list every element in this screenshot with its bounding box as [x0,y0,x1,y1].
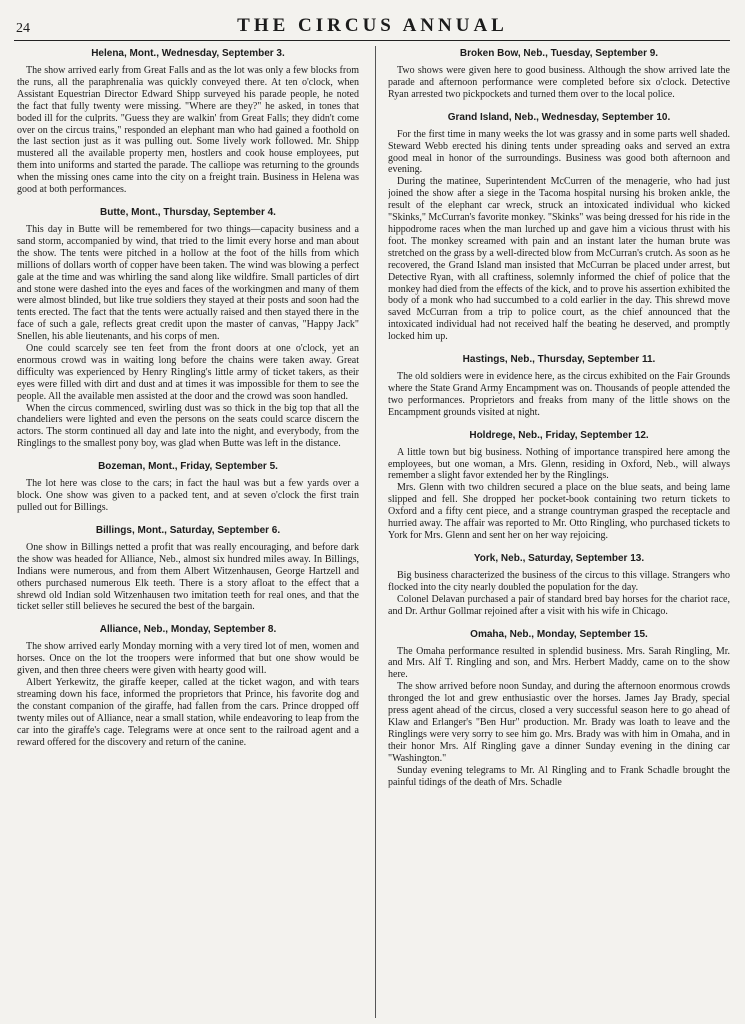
entry-paragraph: The show arrived before noon Sunday, and during the afternoon enormous crowds thronged the lot and grew enthusiastic over the horses. James Jay Brady, special press agent ahead of the circus, closed a very successful season here to go ahead of Klaw and Erlanger's "Ben Hur" production. Mr. Brady was loath to leave and the Ringlings were very sorry to see him go. Mrs. Brady was with him in Omaha, and in their honor Mrs. Alf Ringling gave a dinner Sunday evening in the dining car "Washington." [388,681,730,764]
entry-york [388,553,730,618]
entry-helena [17,48,359,196]
column-divider [375,46,376,1018]
entry-heading: Hastings, Neb., Thursday, September 11. [462,354,656,366]
page-number: 24 [16,21,30,36]
entry-bozeman [17,461,359,514]
entry-heading: Bozeman, Mont., Friday, September 5. [98,461,278,473]
entry-heading: Omaha, Neb., Monday, September 15. [470,628,648,640]
entry-billings [17,525,359,613]
entry-paragraph: Two shows were given here to good business. Although the show arrived late the parade and afternoon performance were completed before six o'clock. Detective Ryan arrested two pickpockets and turned them over to the local police. [388,65,730,100]
entry-heading: York, Neb., Saturday, September 13. [473,552,645,564]
entry-broken-bow [388,48,730,101]
entry-paragraph: For the first time in many weeks the lot was grassy and in some parts well shaded. Steward Webb erected his dining tents under spreading oaks and served an extra good meal in honor of the surroundings. Business was good both afternoon and evening. [388,128,730,176]
entry-paragraph: Sunday evening telegrams to Mr. Al Ringling and to Frank Schadle brought the painful tidings of the death of Mrs. Schadle [388,764,730,788]
entry-heading: Broken Bow, Neb., Tuesday, September 9. [459,48,659,59]
left-column [17,48,359,1020]
entry-paragraph: The lot here was close to the cars; in fact the haul was but a few yards over a block. One show was given to a packed tent, and at seven o'clock the first train pulled out for Billings. [17,478,359,513]
entry-heading: Alliance, Neb., Monday, September 8. [99,624,277,636]
entry-omaha [388,629,730,789]
entry-heading: Helena, Mont., Wednesday, September 3. [91,48,285,59]
entry-hastings [388,354,730,419]
entry-heading: Butte, Mont., Thursday, September 4. [100,206,276,218]
entry-paragraph: Colonel Delavan purchased a pair of standard bred bay horses for the chariot race, and Dr. Arthur Gollmar rejoined after a visit with his wife in Chicago. [388,593,730,617]
entry-alliance [17,624,359,748]
right-column [388,48,730,1020]
header-rule [14,40,730,41]
entry-paragraph: When the circus commenced, swirling dust was so thick in the big top that all the chandeliers were lighted and even the persons on the seats could scarce discern the actors. The storm continued all day and late into the night, and everybody, from the Ringlings to the smallest pony boy, was glad when Butte was left in the distance. [17,402,359,450]
entry-paragraph: Mrs. Glenn with two children secured a place on the blue seats, and being lame slipped and fell. She dropped her pocket-book containing two return tickets to Oxford and a fifty cent piece, and a strange countryman grasped the receptacle and hurried away. The affair was reported to Mr. Otto Ringling, who purchased tickets to York for Mrs. Glenn and sent her on her way rejoicing. [388,482,730,541]
entry-paragraph: One could scarcely see ten feet from the front doors at one o'clock, yet an enormous crowd was in waiting long before the chains were taken away. Great difficulty was experienced by Henry Ringling's little army of ticket takers, as their eyes were filled with dirt and dust and at times it was impossible for them to see the people. All the available men assisted at the door and the crowd was soon handled. [17,343,359,402]
entry-paragraph: During the matinee, Superintendent McCurren of the menagerie, who had just joined the show after a siege in the Tacoma hospital nursing his broken ankle, the result of the elephant car wreck, struck an intoxicated individual who kicked "Skinks," McCurran's favorite monkey. "Skinks" was being dressed for his ride in the hippodrome races when the man lurched up and gave him a vicious thrust with his foot. The monkey screamed with pain and an instant later the human brute was stretched on the grass by a well-directed blow from McCurran's crutch. As soon as he recovered, the Grand Island man insisted that McCurran be placed under arrest, but Detective Ryan, with all craftiness, solemnly informed the chief of police that the monkey had died from the effects of the kick, and to prove his assertion exhibited the body of a monk who had succumbed to a cold earlier in the day. This shrewd move saved McCurran from a trip to police court, as the chief announced that the intoxicated individual had not received half the beating he deserved, and promptly locked him up. [388,176,730,343]
entry-holdrege [388,430,730,542]
entry-paragraph: A little town but big business. Nothing of importance transpired here among the employees, but one woman, a Mrs. Glenn, residing in Oxford, Neb., will always remember a slight favor extended her by the Ringlings. [388,446,730,482]
entry-paragraph: Big business characterized the business of the circus to this village. Strangers who flocked into the city nearly doubled the population for the day. [388,569,730,593]
entry-butte [17,207,359,450]
entry-heading: Billings, Mont., Saturday, September 6. [95,524,281,536]
entry-paragraph: This day in Butte will be remembered for two things—capacity business and a sand storm, accompanied by wind, that tried to the limit every horse and man about the show. The tents were pitched in a hollow at the foot of the hills from which millions of dollars worth of copper have been taken. The wind was blowing a perfect gale at the time and was whirling the sand along like wildfire. Small particles of dirt and stone were dashed into the eyes and faces of the workingmen and many of them were almost blinded, but like true soldiers they stayed at their posts and soon had the tents erected. The fact that the tents were actually raised and then stayed there in the face of such a gale, reflects great credit upon the master of canvas, "Happy Jack" Snellen, his able lieutenants, and his corps of men. [17,223,359,343]
entry-paragraph: One show in Billings netted a profit that was really encouraging, and before dark the show was headed for Alliance, Neb., almost six hundred miles away. In Billings, Indians were numerous, and from them Albert Witzenhausen, George Hartzell and others purchased numerous Elk teeth. There is a story afloat to the effect that a shrewd old Indian sold Witzenhausen two imitation teeth for real ones, and that the ticket seller still believes he secured the best of the bargain. [17,541,359,613]
entry-heading: Holdrege, Neb., Friday, September 12. [469,429,649,441]
running-header [0,14,745,40]
entry-heading: Grand Island, Neb., Wednesday, September 10. [447,111,671,123]
entry-paragraph: The old soldiers were in evidence here, as the circus exhibited on the Fair Grounds where the State Grand Army Encampment was on. Thousands of people attended the two performances. Proprietors and freaks from many of the little shows on the Encampment grounds visited at night. [388,371,730,418]
entry-grand-island [388,112,730,343]
entry-paragraph: Albert Yerkewitz, the giraffe keeper, called at the ticket wagon, and with tears streaming down his face, informed the proprietors that Prince, his favorite dog and the constant companion of the giraffe, had fallen from the cars. Prince dropped off twenty miles out of Alliance, near a small station, while endeavoring to leap from the car into the giraffe's cage. Telegrams were at once sent to the railroad agent and a reward offered for the discovery and return of the canine. [17,677,359,748]
running-title: THE CIRCUS ANNUAL [237,15,508,36]
entry-paragraph: The show arrived early Monday morning with a very tired lot of men, women and horses. Once on the lot the troopers were informed that but one show would be given, and then three cheers were given with hearty good will. [17,641,359,677]
entry-paragraph: The Omaha performance resulted in splendid business. Mrs. Sarah Ringling, Mr. and Mrs. Alf T. Ringling and son, and Mrs. Herbert Maddy, came on to the show here. [388,645,730,681]
entry-paragraph: The show arrived early from Great Falls and as the lot was only a few blocks from the runs, all the paraphrenalia was quickly conveyed there. At ten o'clock, when Assistant Equestrian Director Edward Shipp surveyed his parade people, he noted the fact that fully twenty were missing. "Where are they?" he asked, in tones that boded ill for the culprits. "Guess they are walkin' from Great Falls; they didn't come over on the circus trains," responded an elephant man who had gained a foothold on the last section just as it was pulling out. Some lively work followed. Mr. Shipp mustered all the available property men, hostlers and cook house employees, put them into uniforms and started the parade. The calliope was returning to the grounds when the missing ones came into the city on a freight train. Business in Helena was good at both performances. [17,65,359,196]
